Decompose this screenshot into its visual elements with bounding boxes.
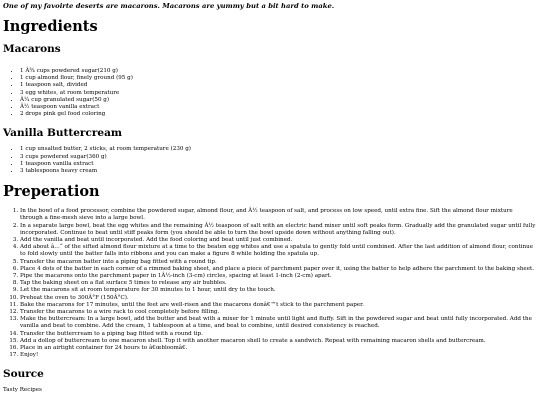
buttercream-heading: Vanilla Buttercream xyxy=(3,127,122,140)
step-item: 12. Transfer the macarons to a wire rack to cool completely before filling. xyxy=(20,309,537,316)
preparation-heading: Preperation xyxy=(3,183,100,201)
step-item: 3. Add the vanilla and beat until incorporated. Add the food coloring and beat until just combined. xyxy=(20,237,537,244)
list-item: • 3 cups powdered sugar(360 g) xyxy=(20,154,537,161)
intro-text: One of my favoirte deserts are macarons. Macarons are yummy but a bit hard to make. xyxy=(3,2,335,10)
list-item: • Â¼ cup granulated sugar(50 g) xyxy=(20,97,537,104)
source-heading: Source xyxy=(3,367,44,380)
list-item: • 1 cup unsalted butter, 2 sticks, at room temperature (230 g) xyxy=(20,146,537,153)
list-item: • Â½ teaspoon vanilla extract xyxy=(20,104,537,111)
step-item: 10. Preheat the oven to 300Â°F (150Â°C). xyxy=(20,295,537,302)
list-item: • 2 drops pink gel food coloring xyxy=(20,111,537,118)
step-item: 9. Let the macarons sit at room temperature for 30 minutes to 1 hour, until dry to the touch. xyxy=(20,287,537,294)
preparation-steps-list xyxy=(3,208,537,359)
source-text: Tasty Recipes xyxy=(3,386,42,393)
step-item: 2. In a separate large bowl, beat the egg whites and the remaining Â½ teaspoon of salt with an electric hand mixer until soft peaks form. Gradually add the granulated sugar until fully incorporated. Continue to beat until stiff peaks form (you should be able to turn the bowl upside down without anything falling out). xyxy=(20,223,537,237)
step-item: 13. Make the buttercream: In a large bowl, add the butter and beat with a mixer for 1 minute until light and fluffy. Sift in the powdered sugar and beat until fully incorporated. Add the vanilla and beat to combine. Add the cream, 1 tablespoon at a time, and beat to combine, until desired consistency is reached. xyxy=(20,316,537,330)
macarons-heading: Macarons xyxy=(3,43,61,55)
step-item: 15. Add a dollop of buttercream to one macaron shell. Top it with another macaron shell to create a sandwich. Repeat with remaining macaron shells and buttercream. xyxy=(20,338,537,345)
recipe-page xyxy=(3,2,537,394)
step-item: 6. Place 4 dots of the batter in each corner of a rimmed baking sheet, and place a piece of parchment paper over it, using the batter to help adhere the parchment to the baking sheet. xyxy=(20,266,537,273)
list-item: • 1 teaspoon vanilla extract xyxy=(20,161,537,168)
step-item: 7. Pipe the macarons onto the parchment paper in 1Â½-inch (3-cm) circles, spacing at least 1-inch (2-cm) apart. xyxy=(20,273,537,280)
step-item: 16. Place in an airtight container for 24 hours to â€œbloomâ€. xyxy=(20,345,537,352)
step-item: 4. Add about â…“ of the sifted almond flour mixture at a time to the beaten egg whites and use a spatula to gently fold until combined. After the last addition of almond flour, continue to fold slowly until the batter falls into ribbons and you can make a figure 8 while holding the spatula up. xyxy=(20,244,537,258)
ingredients-heading: Ingredients xyxy=(3,18,98,35)
buttercream-ingredient-list xyxy=(3,146,537,175)
step-item: 8. Tap the baking sheet on a flat surface 5 times to release any air bubbles. xyxy=(20,280,537,287)
list-item: • 1 Â¾ cups powdered sugar(210 g) xyxy=(20,68,537,75)
step-item: 11. Bake the macarons for 17 minutes, until the feet are well-risen and the macarons donâ€™t stick to the parchment paper. xyxy=(20,302,537,309)
list-item: • 3 egg whites, at room temperature xyxy=(20,90,537,97)
macarons-ingredient-list xyxy=(3,68,537,118)
list-item: • 1 cup almond flour, finely ground (95 g) xyxy=(20,75,537,82)
step-item: 1. In the bowl of a food processor, combine the powdered sugar, almond flour, and Â½ teaspoon of salt, and process on low speed, until extra fine. Sift the almond flour mixture through a fine-mesh sieve into a large bowl. xyxy=(20,208,537,222)
step-item: 5. Transfer the macaron batter into a piping bag fitted with a round tip. xyxy=(20,259,537,266)
step-item: 17. Enjoy! xyxy=(20,352,537,359)
list-item: • 1 teaspoon salt, divided xyxy=(20,82,537,89)
list-item: • 3 tablespoons heavy cream xyxy=(20,168,537,175)
step-item: 14. Transfer the buttercream to a piping bag fitted with a round tip. xyxy=(20,331,537,338)
